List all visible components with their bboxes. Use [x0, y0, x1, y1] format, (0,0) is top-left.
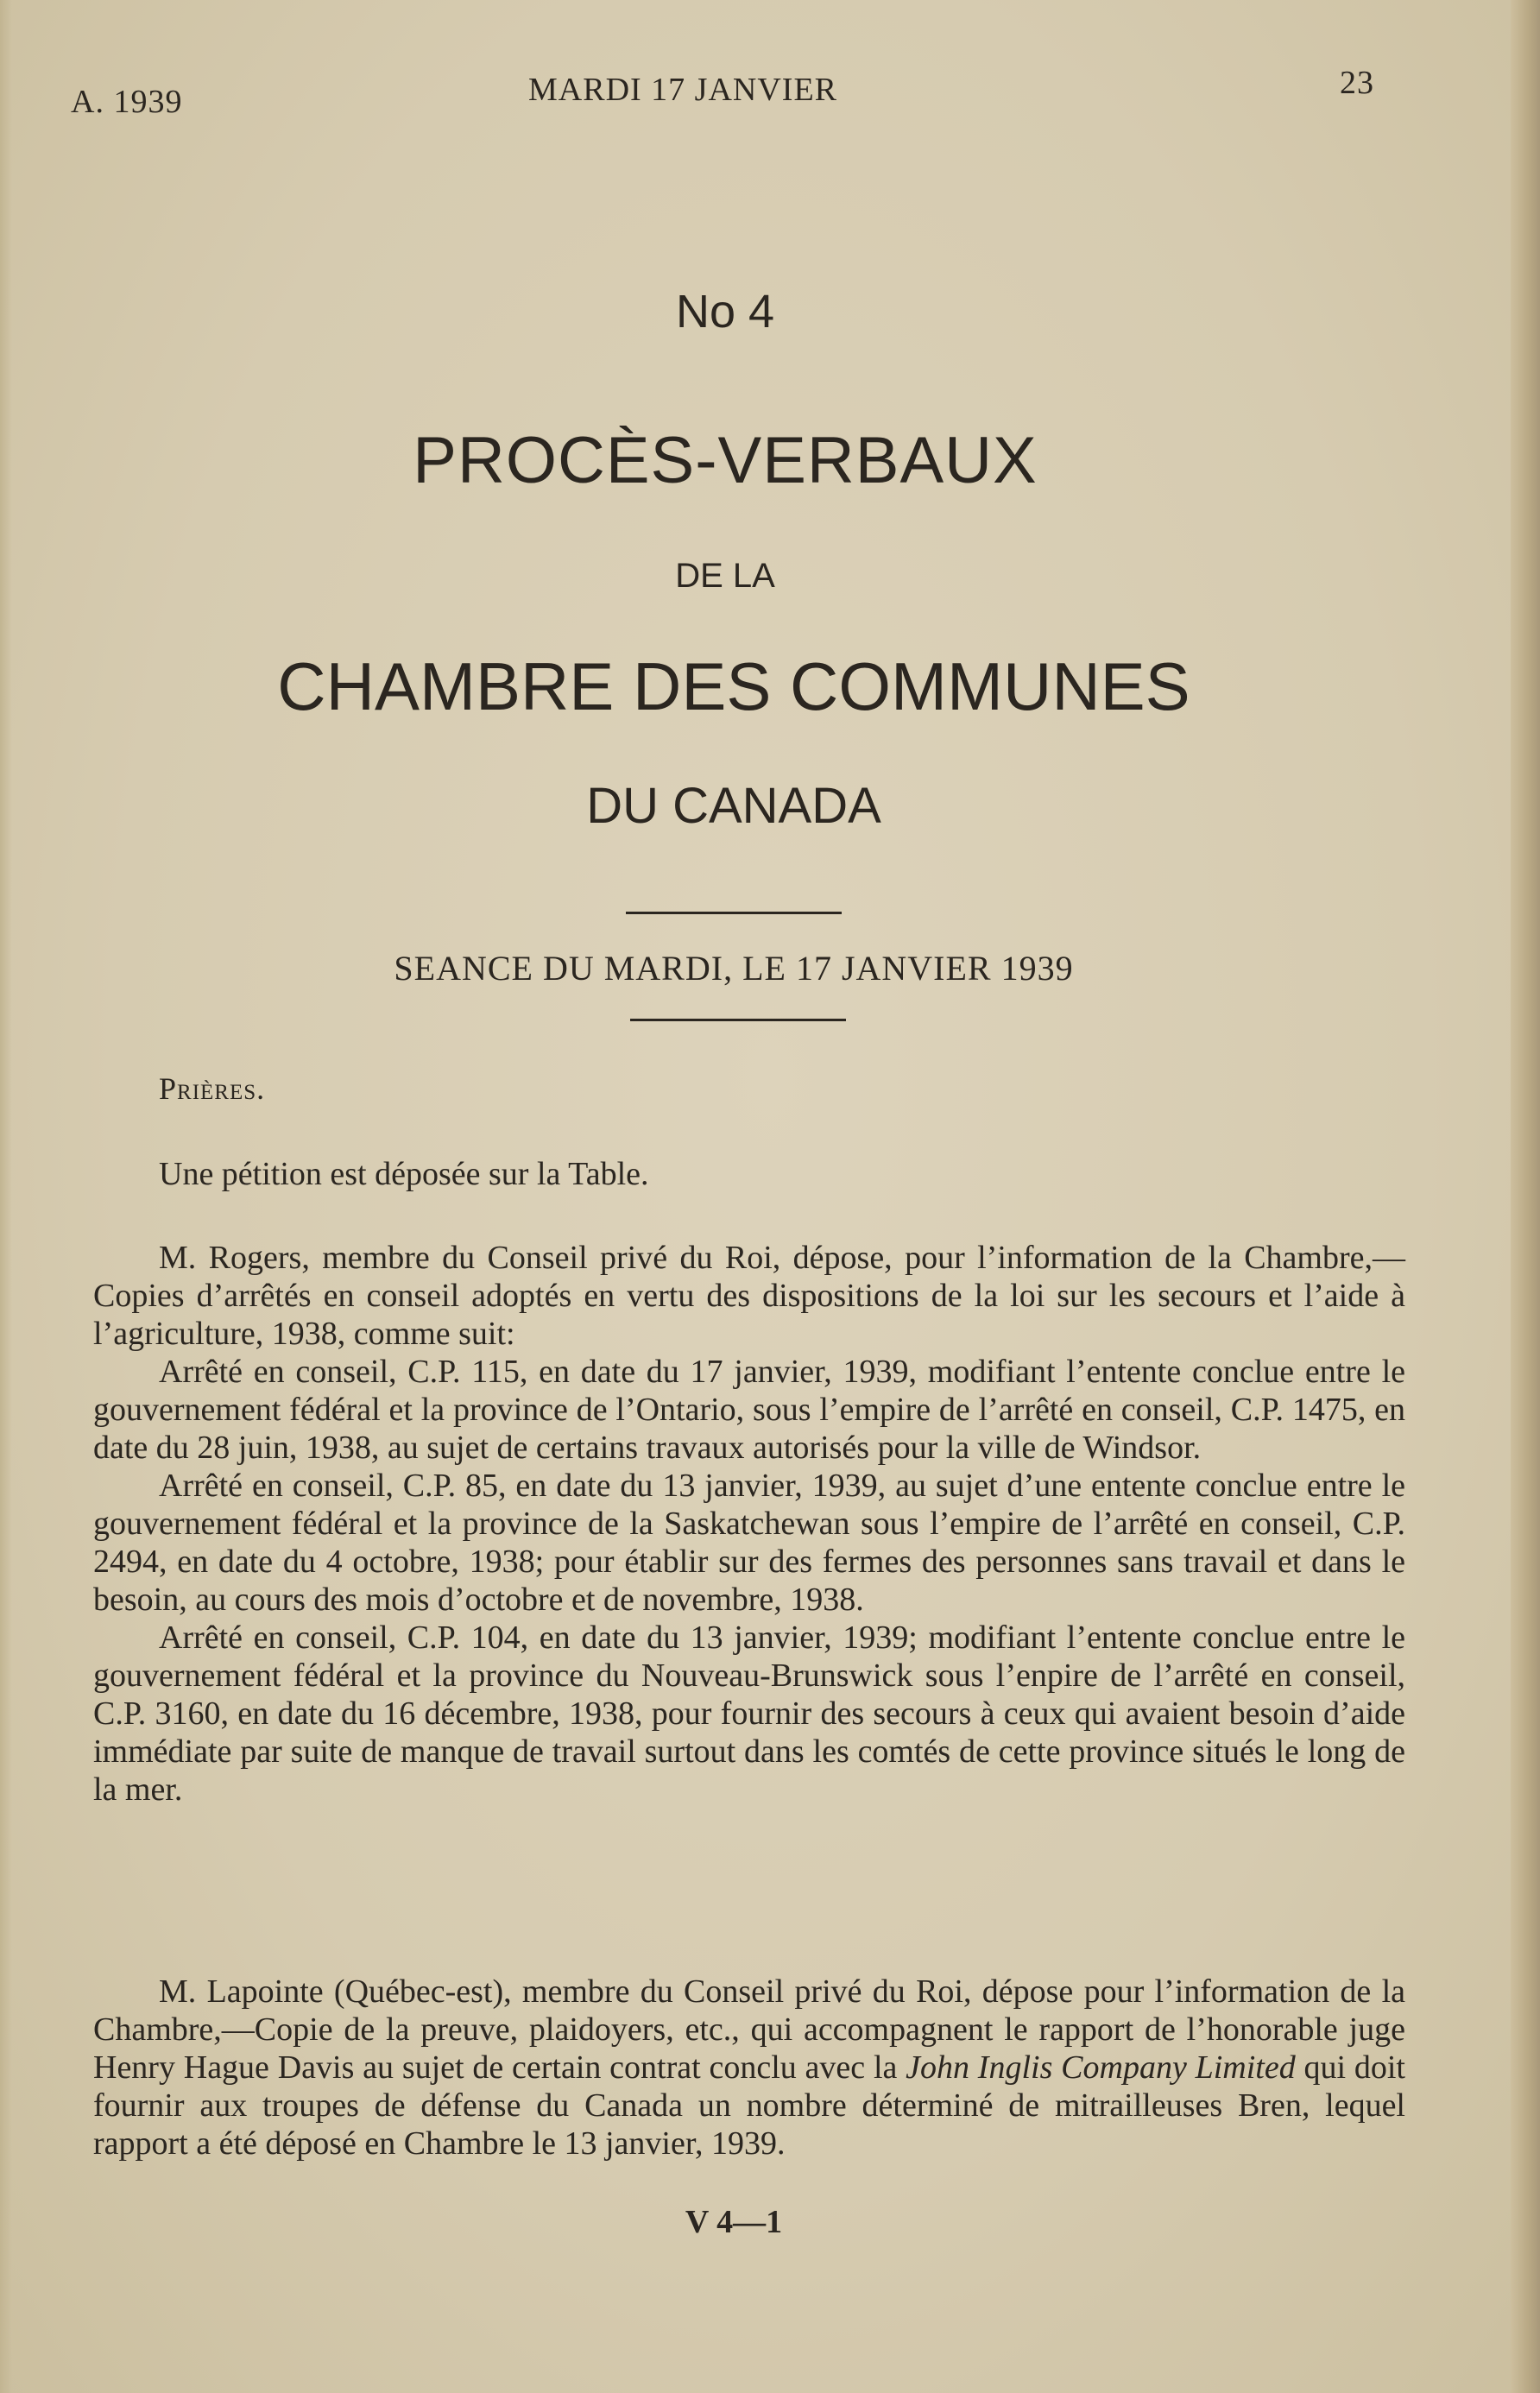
lapointe-paragraph: [93, 1973, 1405, 2163]
rogers-section: [93, 1239, 1405, 1809]
title-connector: DE LA: [675, 557, 775, 595]
title-body: CHAMBRE DES COMMUNES: [277, 648, 1190, 724]
lapointe-section: [93, 1973, 1405, 2163]
session-heading: SEANCE DU MARDI, LE 17 JANVIER 1939: [394, 949, 1074, 988]
title-country: DU CANADA: [586, 778, 881, 834]
divider-rule-bottom: [630, 1019, 846, 1021]
signature-mark: V 4—1: [685, 2204, 783, 2240]
running-head: [71, 65, 1374, 120]
divider-rule-top: [626, 912, 842, 914]
company-name: John Inglis Company Limited: [906, 2049, 1296, 2086]
petition-text: Une pétition est déposée sur la Table.: [159, 1156, 649, 1192]
page-right-edge: [1511, 0, 1540, 2393]
order-in-council-item: Arrêté en conseil, C.P. 85, en date du 13 janvier, 1939, au sujet d’une entente conclue entre le gouvernement fédéral et la province de la Saskatchewan sous l’empire de l’arrêté en conseil, C.P. 2494, en date du 4 octobre, 1938; pour établir sur des fermes des personnes sans travail et dans le besoin, au cours des mois d’octobre et de novembre, 1938.: [93, 1468, 1405, 1618]
order-in-council-item: Arrêté en conseil, C.P. 115, en date du 17 janvier, 1939, modifiant l’entente conclue entre le gouvernement fédéral et la province de l’Ontario, sous l’empire de l’arrêté en conseil, C.P. 1475, en date du 28 juin, 1938, au sujet de certains travaux autorisés pour la ville de Windsor.: [93, 1354, 1405, 1466]
page-left-edge: [0, 0, 12, 2393]
title-main: PROCÈS-VERBAUX: [413, 424, 1038, 497]
lapointe-text-end: qui doit fournir aux troupes de défense du Canada un nombre déterminé de mitrailleuses Bren, lequel rapport a été déposé en Chambre le 13 janvier, 1939.: [93, 2049, 1405, 2162]
prayers-heading: Prières.: [159, 1071, 266, 1106]
lapointe-text-start: M. Lapointe (Québec-est), membre du Conseil privé du Roi, dépose pour l’information de la Chambre,—Copie de la preuve, plaidoyers, etc., qui accompagnent le rapport de l’honorable juge Henry Hague Davis au sujet de certain contrat conclu avec la: [93, 1973, 1405, 2086]
running-head-date: MARDI 17 JANVIER: [528, 72, 837, 108]
running-head-year: A. 1939: [71, 84, 183, 120]
issue-number: No 4: [675, 286, 775, 338]
rogers-intro: M. Rogers, membre du Conseil privé du Roi, dépose, pour l’information de la Chambre,—Copies d’arrêtés en conseil adoptés en vertu des dispositions de la loi sur les secours et l’aide à l’agriculture, 1938, comme suit:: [93, 1240, 1405, 1352]
petition-paragraph: [93, 1155, 1405, 1193]
order-in-council-item: Arrêté en conseil, C.P. 104, en date du 13 janvier, 1939; modifiant l’entente conclue entre le gouvernement fédéral et la province du Nouveau-Brunswick sous l’enpire de l’arrêté en conseil, C.P. 3160, en date du 16 décembre, 1938, pour fournir des secours à ceux qui avaient besoin d’aide immédiate par suite de manque de travail surtout dans les comtés de cette province situés le long de la mer.: [93, 1620, 1405, 1808]
page-number: 23: [1340, 65, 1374, 101]
